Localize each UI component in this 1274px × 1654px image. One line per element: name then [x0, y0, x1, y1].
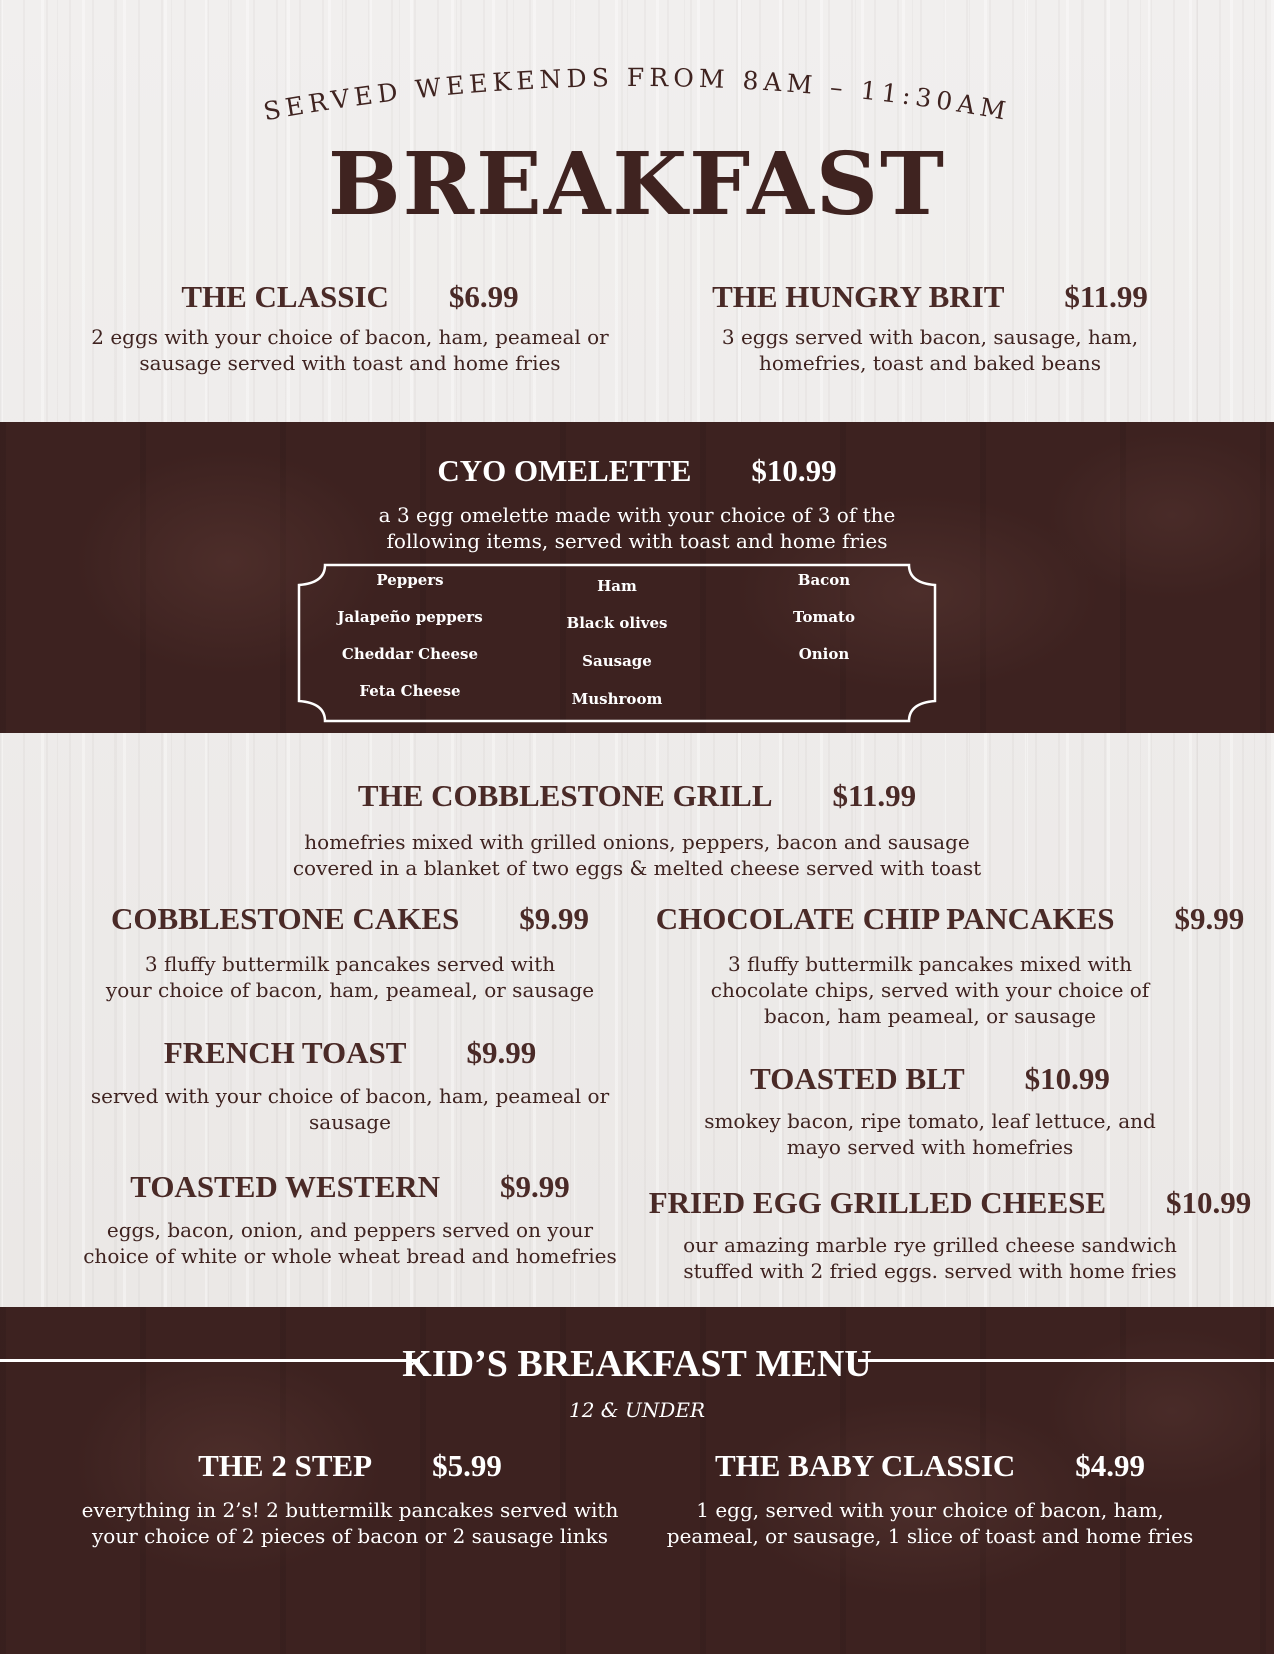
item-toasted-western-heading: [60, 1169, 640, 1205]
description-line: everything in 2’s! 2 buttermilk pancakes served with: [81, 1498, 619, 1522]
item-name: THE 2 STEP: [198, 1448, 373, 1483]
item-toasted-western-description: [30, 1217, 670, 1269]
item-name: TOASTED WESTERN: [130, 1169, 441, 1204]
item-french-toast-heading: [60, 1035, 640, 1071]
item-toasted-blt-heading: [640, 1061, 1220, 1097]
description-line: eggs, bacon, onion, and peppers served on your: [106, 1218, 594, 1242]
item-name: FRIED EGG GRILLED CHEESE: [648, 1185, 1107, 1220]
description-line: mayo served with homefries: [786, 1135, 1074, 1159]
item-hungry-brit-heading: [640, 279, 1220, 315]
item-name: THE CLASSIC: [181, 279, 389, 314]
description-line: our amazing marble rye grilled cheese sandwich: [683, 1233, 1177, 1257]
item-price: $9.99: [519, 901, 590, 936]
description-line: 3 eggs served with bacon, sausage, ham,: [721, 325, 1139, 349]
item-cobblestone-grill-description: [237, 829, 1037, 881]
description-line: choice of white or whole wheat bread and homefries: [83, 1244, 617, 1268]
served-hours-subtitle: [237, 60, 1037, 140]
item-hungry-brit-description: [620, 324, 1240, 376]
item-toasted-blt-description: [620, 1108, 1240, 1160]
description-line: sausage served with toast and home fries: [139, 351, 561, 375]
description-line: your choice of bacon, ham, peameal, or sausage: [105, 978, 595, 1002]
item-price: $9.99: [500, 1169, 570, 1204]
option-tomato: Tomato: [793, 608, 855, 626]
served-hours-text: SERVED WEEKENDS FROM 8AM – 11:30AM: [261, 62, 1013, 127]
option-bacon: Bacon: [797, 571, 851, 589]
description-line: bacon, ham peameal, or sausage: [764, 1004, 1096, 1028]
description-line: a 3 egg omelette made with your choice of 3 of the: [378, 503, 896, 527]
item-classic-heading: [60, 279, 640, 315]
description-line: following items, served with toast and home fries: [386, 529, 888, 553]
item-price: $9.99: [466, 1035, 537, 1070]
item-cobblestone-cakes-description: [40, 951, 660, 1003]
description-line: chocolate chips, served with your choice of: [710, 978, 1150, 1002]
description-line: covered in a blanket of two eggs & melted cheese served with toast: [292, 856, 982, 880]
item-cobblestone-cakes-heading: [60, 901, 640, 937]
option-black-olives: Black olives: [566, 614, 668, 632]
item-two-step-heading: [60, 1448, 640, 1484]
item-fried-egg-grilled-cheese-heading: [640, 1185, 1260, 1221]
description-line: 3 fluffy buttermilk pancakes served with: [144, 952, 556, 976]
description-line: homefries mixed with grilled onions, peppers, bacon and sausage: [304, 830, 970, 854]
item-omelette-description: [287, 502, 987, 554]
item-name: CYO OMELETTE: [437, 453, 692, 488]
option-peppers: Peppers: [376, 571, 444, 589]
item-baby-classic-description: [610, 1497, 1250, 1549]
item-two-step-description: [30, 1497, 670, 1549]
item-name: FRENCH TOAST: [163, 1035, 407, 1070]
option-cheddar-cheese: Cheddar Cheese: [341, 645, 479, 663]
item-price: $11.99: [832, 778, 917, 813]
description-line: homefries, toast and baked beans: [758, 351, 1102, 375]
item-fried-egg-grilled-cheese-description: [620, 1232, 1240, 1284]
option-feta-cheese: Feta Cheese: [359, 682, 461, 700]
description-line: your choice of 2 pieces of bacon or 2 sausage links: [92, 1524, 608, 1548]
item-price: $5.99: [432, 1448, 502, 1483]
option-onion: Onion: [798, 645, 850, 663]
description-line: served with your choice of bacon, ham, peameal or: [90, 1084, 610, 1108]
kids-menu-title: KID’S BREAKFAST MENU: [402, 1343, 872, 1385]
item-price: $10.99: [1024, 1061, 1110, 1096]
option-jalapeno-peppers: Jalapeño peppers: [337, 608, 483, 626]
item-chocolate-chip-pancakes-description: [620, 951, 1240, 1029]
item-price: $6.99: [448, 279, 519, 314]
description-line: peameal, or sausage, 1 slice of toast and home fries: [666, 1524, 1194, 1548]
description-line: 2 eggs with your choice of bacon, ham, peameal or: [91, 325, 609, 349]
svg-text:SERVED WEEKENDS FROM 8AM – 11:: [261, 63, 1013, 126]
item-price: $11.99: [1064, 279, 1148, 314]
description-line: sausage: [309, 1110, 391, 1134]
item-baby-classic-heading: [640, 1448, 1220, 1484]
description-line: stuffed with 2 fried eggs. served with home fries: [683, 1259, 1177, 1283]
item-cobblestone-grill-heading: [0, 778, 1274, 814]
item-name: THE BABY CLASSIC: [714, 1448, 1016, 1483]
item-price: $9.99: [1174, 901, 1245, 936]
item-chocolate-chip-pancakes-heading: [640, 901, 1260, 937]
item-classic-description: [40, 324, 660, 376]
menu-title: BREAKFAST: [327, 134, 947, 235]
item-price: $10.99: [1166, 1185, 1252, 1220]
item-name: THE COBBLESTONE GRILL: [357, 778, 773, 813]
description-line: 3 fluffy buttermilk pancakes mixed with: [728, 952, 1132, 976]
item-french-toast-description: [40, 1083, 660, 1135]
item-omelette-heading: [0, 453, 1274, 489]
item-name: CHOCOLATE CHIP PANCAKES: [655, 901, 1115, 936]
kids-menu-age: 12 & UNDER: [568, 1398, 705, 1422]
option-ham: Ham: [597, 577, 637, 595]
item-name: TOASTED BLT: [750, 1061, 965, 1096]
option-sausage: Sausage: [582, 652, 652, 670]
item-price: $4.99: [1075, 1448, 1146, 1483]
description-line: 1 egg, served with your choice of bacon, ham,: [696, 1498, 1164, 1522]
item-name: COBBLESTONE CAKES: [110, 901, 460, 936]
option-mushroom: Mushroom: [571, 690, 663, 708]
description-line: smokey bacon, ripe tomato, leaf lettuce, and: [704, 1109, 1156, 1133]
item-name: THE HUNGRY BRIT: [712, 279, 1005, 314]
item-price: $10.99: [751, 453, 837, 488]
